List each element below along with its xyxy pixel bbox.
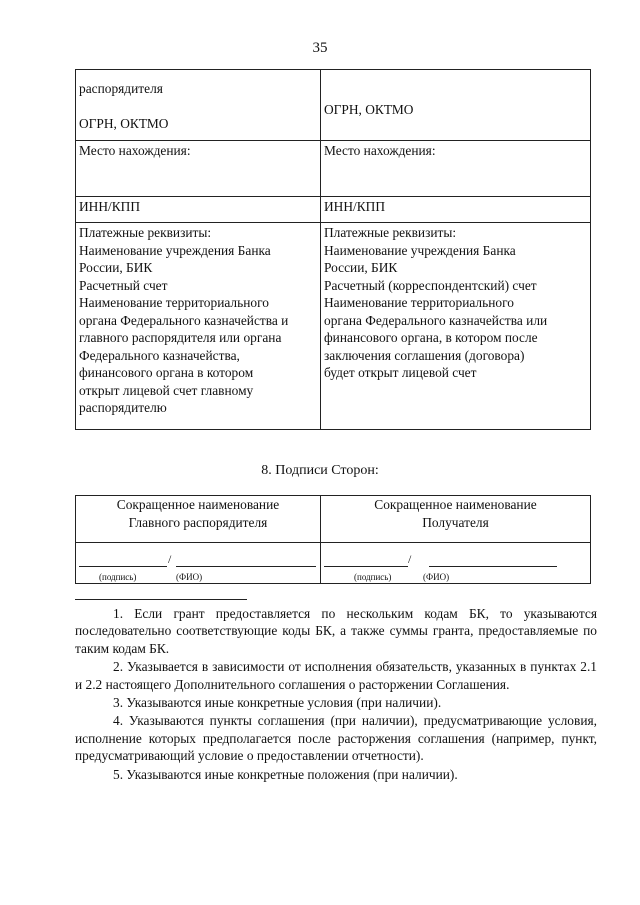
right-payment-line: России, БИК — [324, 260, 398, 275]
details-row-inn — [76, 197, 591, 223]
left-signature-line — [79, 566, 167, 567]
signatures-table — [75, 495, 591, 584]
right-payment-line: финансового органа, в котором после — [324, 330, 538, 345]
details-row-payment — [76, 223, 591, 430]
left-signature-caption: (подпись) — [99, 572, 137, 582]
right-party-header-line: Получателя — [422, 514, 489, 530]
left-cell-ogrn — [76, 70, 321, 141]
right-payment-line: заключения соглашения (договора) — [324, 347, 525, 363]
right-payment-line: органа Федерального казначейства или — [324, 312, 548, 328]
left-party-header-line: Сокращенное наименование — [116, 497, 280, 512]
left-payment-line: органа Федерального казначейства и — [79, 312, 289, 328]
left-party-header — [76, 496, 321, 543]
footnote-item: 4. Указываются пункты соглашения (при наличии), предусматривающие условия, исполнение которых предполагается после расторжения соглашения (например, пункт, предусматривающий условие о предоставлении отчетности). — [75, 713, 597, 764]
right-signature-cell — [321, 543, 591, 584]
signatures-section-title: 8. Подписи Сторон: — [261, 463, 379, 478]
left-payment-line: Федерального казначейства, — [79, 347, 240, 363]
left-location-label: Место нахождения: — [76, 141, 321, 197]
left-ogrn-label: ОГРН, ОКТМО — [79, 115, 169, 131]
left-payment-details — [76, 223, 321, 430]
left-payment-line: главного распорядителя или органа — [79, 330, 282, 345]
right-ogrn-label: ОГРН, ОКТМО — [324, 102, 414, 117]
left-slash: / — [168, 552, 172, 566]
left-signature-cell — [76, 543, 321, 584]
right-payment-line: Наименование территориального — [324, 295, 514, 310]
left-payment-line: финансового органа в котором — [79, 365, 254, 380]
footnotes — [75, 605, 597, 784]
details-row-location — [76, 141, 591, 197]
right-payment-line: Платежные реквизиты: — [324, 225, 457, 240]
details-row-ogrn — [76, 70, 591, 141]
left-name-line — [176, 566, 316, 567]
left-payment-line: России, БИК — [79, 260, 153, 275]
left-payment-line: Расчетный счет — [79, 277, 168, 293]
left-inn-label: ИНН/КПП — [76, 197, 321, 223]
left-payment-line: Наименование территориального — [79, 295, 269, 310]
right-payment-line: Наименование учреждения Банка — [324, 242, 516, 258]
footnote-item: 2. Указывается в зависимости от исполнения обязательств, указанных в пунктах 2.1 и 2.2 настоящего Дополнительного соглашения о расторжении Соглашения. — [75, 659, 597, 692]
footnote-separator — [75, 599, 247, 600]
left-name-caption: (ФИО) — [176, 572, 203, 582]
footnote-item: 3. Указываются иные конкретные условия (при наличии). — [113, 695, 442, 711]
left-payment-line: Платежные реквизиты: — [79, 225, 212, 240]
signatures-sign-row — [76, 543, 591, 584]
right-party-header — [321, 496, 591, 543]
right-location-label: Место нахождения: — [321, 141, 591, 197]
right-slash: / — [408, 552, 412, 566]
right-cell-ogrn — [321, 70, 591, 141]
left-payment-line: открыт лицевой счет главному — [79, 382, 254, 398]
footnote-item: 5. Указываются иные конкретные положения (при наличии). — [113, 766, 458, 782]
party-details-table — [75, 69, 591, 430]
right-inn-label: ИНН/КПП — [321, 197, 591, 223]
left-party-header-line: Главного распорядителя — [128, 514, 268, 530]
right-payment-details — [321, 223, 591, 430]
right-signature-caption: (подпись) — [354, 572, 392, 582]
left-payment-line: распорядителю — [79, 400, 167, 415]
signatures-header-row — [76, 496, 591, 543]
left-payment-line: Наименование учреждения Банка — [79, 242, 271, 258]
footnote-item: 1. Если грант предоставляется по нескольким кодам БК, то указываются последовательно соответствующие коды БК, а также суммы гранта, предоставляемые по таким кодам БК. — [75, 606, 597, 656]
left-distributor-text: распорядителя — [79, 81, 163, 96]
page-number: 35 — [312, 40, 328, 56]
right-payment-line: будет открыт лицевой счет — [324, 365, 477, 380]
right-signature-line — [324, 566, 408, 567]
right-payment-line: Расчетный (корреспондентский) счет — [324, 277, 537, 293]
right-name-line — [429, 566, 557, 567]
right-name-caption: (ФИО) — [423, 572, 450, 582]
right-party-header-line: Сокращенное наименование — [374, 497, 537, 512]
